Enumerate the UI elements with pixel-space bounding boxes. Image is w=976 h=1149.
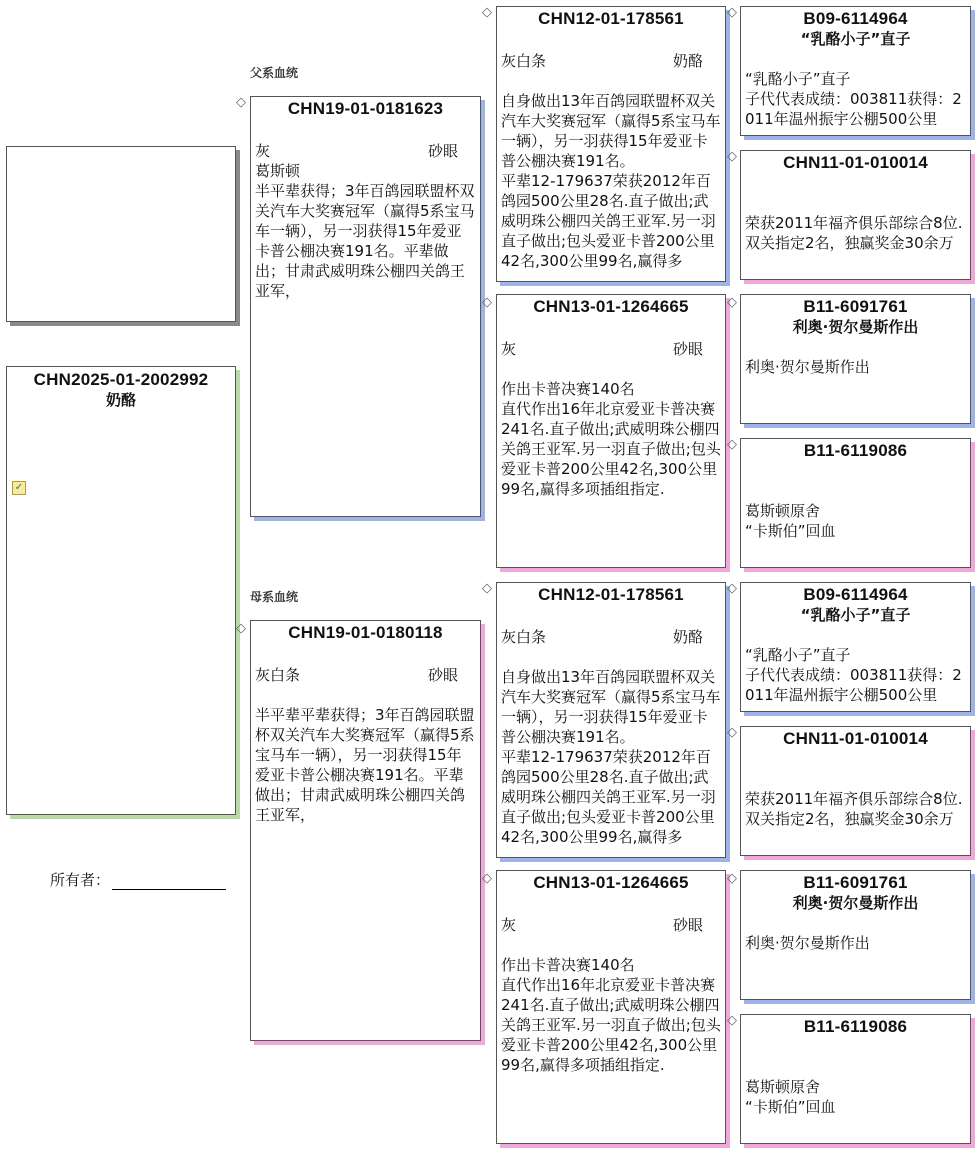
ss-description: 自身做出13年百鸽园联盟杯双关汽车大奖赛冠军（赢得5系宝马车一辆），另一羽获得15年爱亚卡普公棚决赛191名。 平辈12-179637荣获2012年百鸽园500公里28名.直子做出;武威明珠公棚四关鸽王亚军.另一羽直子做出;包头爱亚卡普200公里42名,300公里99名,赢得多 bbox=[501, 92, 721, 270]
sss-name: “乳酪小子”直子 bbox=[800, 30, 911, 48]
dss-card[interactable] bbox=[740, 582, 971, 712]
ds-name: 奶酪 bbox=[672, 628, 703, 646]
sdd-flag-icon: ◇ bbox=[727, 437, 737, 452]
dam-color: 灰白条 bbox=[255, 666, 301, 684]
sire-flag-icon: ◇ bbox=[236, 95, 246, 110]
ddd-flag-icon: ◇ bbox=[727, 1013, 737, 1028]
dds-ring: B11-6091761 bbox=[803, 873, 908, 892]
dd-ring: CHN13-01-1264665 bbox=[533, 873, 689, 892]
dam-line-label: 母系血统 bbox=[250, 590, 299, 604]
dam-flag-icon: ◇ bbox=[236, 621, 246, 636]
sire-eye: 砂眼 bbox=[427, 142, 458, 160]
dd-color: 灰 bbox=[501, 916, 517, 934]
sds-card[interactable] bbox=[740, 294, 971, 424]
ssd-card[interactable] bbox=[740, 150, 971, 280]
ss-traits bbox=[497, 51, 725, 71]
sss-flag-icon: ◇ bbox=[727, 5, 737, 20]
sire-ring: CHN19-01-0181623 bbox=[287, 99, 444, 118]
sd-flag-icon: ◇ bbox=[482, 295, 492, 310]
subject-name: 奶酪 bbox=[105, 391, 136, 409]
sss-description: “乳酪小子”直子 子代代表成绩：003811获得：2011年温州振宇公棚500公里 bbox=[745, 70, 962, 128]
dam-sire-card[interactable] bbox=[496, 582, 726, 858]
ddd-description: 葛斯顿原舍 “卡斯伯”回血 bbox=[745, 1078, 836, 1116]
sire-traits bbox=[251, 141, 480, 161]
sire-sire-card[interactable] bbox=[496, 6, 726, 282]
subject-ring: CHN2025-01-2002992 bbox=[33, 370, 209, 389]
dd-description: 作出卡普决赛140名 直代作出16年北京爱亚卡普决赛241名.直子做出;武威明珠公棚四关鸽王亚军.另一羽直子做出;包头爱亚卡普200公里42名,300公里99名,赢得多项插组指定. bbox=[501, 956, 721, 1074]
sdd-card[interactable] bbox=[740, 438, 971, 568]
sds-description: 利奥·贺尔曼斯作出 bbox=[745, 358, 870, 376]
ss-ring: CHN12-01-178561 bbox=[538, 9, 684, 28]
sdd-description: 葛斯顿原舍 “卡斯伯”回血 bbox=[745, 502, 836, 540]
ddd-ring: B11-6119086 bbox=[803, 1017, 908, 1036]
sire-name: 葛斯顿 bbox=[255, 162, 301, 180]
dam-dam-card[interactable] bbox=[496, 870, 726, 1144]
sdd-ring: B11-6119086 bbox=[803, 441, 908, 460]
sire-card[interactable] bbox=[250, 96, 481, 517]
dds-name: 利奥·贺尔曼斯作出 bbox=[792, 894, 919, 912]
dss-name: “乳酪小子”直子 bbox=[800, 606, 911, 624]
dds-description: 利奥·贺尔曼斯作出 bbox=[745, 934, 870, 952]
sire-dam-card[interactable] bbox=[496, 294, 726, 568]
dam-card[interactable] bbox=[250, 620, 481, 1041]
dd-eye: 砂眼 bbox=[672, 916, 703, 934]
dam-description: 半平辈平辈获得；3年百鸽园联盟杯双关汽车大奖赛冠军（赢得5系宝马车一辆），另一羽获得15年爱亚卡普公棚决赛191名。平辈做出；甘肃武威明珠公棚四关鸽王亚军， bbox=[255, 706, 475, 824]
dsd-flag-icon: ◇ bbox=[727, 725, 737, 740]
sd-color: 灰 bbox=[501, 340, 517, 358]
sss-ring: B09-6114964 bbox=[803, 9, 908, 28]
dss-description: “乳酪小子”直子 子代代表成绩：003811获得：2011年温州振宇公棚500公里 bbox=[745, 646, 962, 704]
dsd-ring: CHN11-01-010014 bbox=[783, 729, 928, 748]
subject-card[interactable] bbox=[6, 366, 236, 815]
ds-traits bbox=[497, 627, 725, 647]
owner-label: 所有者： bbox=[50, 871, 111, 889]
dss-flag-icon: ◇ bbox=[727, 581, 737, 596]
ss-flag-icon: ◇ bbox=[482, 5, 492, 20]
sd-ring: CHN13-01-1264665 bbox=[533, 297, 689, 316]
note-icon[interactable]: ✓ bbox=[12, 481, 26, 495]
ds-ring: CHN12-01-178561 bbox=[538, 585, 684, 604]
dds-card[interactable] bbox=[740, 870, 971, 1000]
dss-ring: B09-6114964 bbox=[803, 585, 908, 604]
ssd-flag-icon: ◇ bbox=[727, 149, 737, 164]
sd-eye: 砂眼 bbox=[672, 340, 703, 358]
dd-traits bbox=[497, 915, 725, 935]
owner-line[interactable] bbox=[112, 875, 226, 890]
dam-traits bbox=[251, 665, 480, 685]
ss-color: 灰白条 bbox=[501, 52, 547, 70]
dsd-description: 荣获2011年福齐俱乐部综合8位. 双关指定2名，独赢奖金30余万 bbox=[745, 790, 963, 828]
ss-name: 奶酪 bbox=[672, 52, 703, 70]
owner-field bbox=[50, 869, 226, 890]
dam-ring: CHN19-01-0180118 bbox=[288, 623, 443, 642]
ds-flag-icon: ◇ bbox=[482, 581, 492, 596]
sire-description: 半平辈获得；3年百鸽园联盟杯双关汽车大奖赛冠军（赢得5系宝马车一辆），另一羽获得15年爱亚卡普公棚决赛191名。平辈做出；甘肃武威明珠公棚四关鸽王亚军， bbox=[255, 182, 475, 300]
sd-traits bbox=[497, 339, 725, 359]
sd-description: 作出卡普决赛140名 直代作出16年北京爱亚卡普决赛241名.直子做出;武威明珠公棚四关鸽王亚军.另一羽直子做出;包头爱亚卡普200公里42名,300公里99名,赢得多项插组指定. bbox=[501, 380, 721, 498]
sds-flag-icon: ◇ bbox=[727, 295, 737, 310]
sds-ring: B11-6091761 bbox=[803, 297, 908, 316]
ddd-card[interactable] bbox=[740, 1014, 971, 1144]
ds-description: 自身做出13年百鸽园联盟杯双关汽车大奖赛冠军（赢得5系宝马车一辆），另一羽获得15年爱亚卡普公棚决赛191名。 平辈12-179637荣获2012年百鸽园500公里28名.直子做出;武威明珠公棚四关鸽王亚军.另一羽直子做出;包头爱亚卡普200公里42名,300公里99名,赢得多 bbox=[501, 668, 721, 846]
ssd-description: 荣获2011年福齐俱乐部综合8位. 双关指定2名，独赢奖金30余万 bbox=[745, 214, 963, 252]
dds-flag-icon: ◇ bbox=[727, 871, 737, 886]
sds-name: 利奥·贺尔曼斯作出 bbox=[792, 318, 919, 336]
dam-eye: 砂眼 bbox=[427, 666, 458, 684]
sire-color: 灰 bbox=[255, 142, 271, 160]
dd-flag-icon: ◇ bbox=[482, 871, 492, 886]
ssd-ring: CHN11-01-010014 bbox=[783, 153, 928, 172]
sire-line-label: 父系血统 bbox=[250, 66, 299, 80]
sss-card[interactable] bbox=[740, 6, 971, 136]
ds-color: 灰白条 bbox=[501, 628, 547, 646]
photo-placeholder bbox=[6, 146, 236, 322]
dsd-card[interactable] bbox=[740, 726, 971, 856]
